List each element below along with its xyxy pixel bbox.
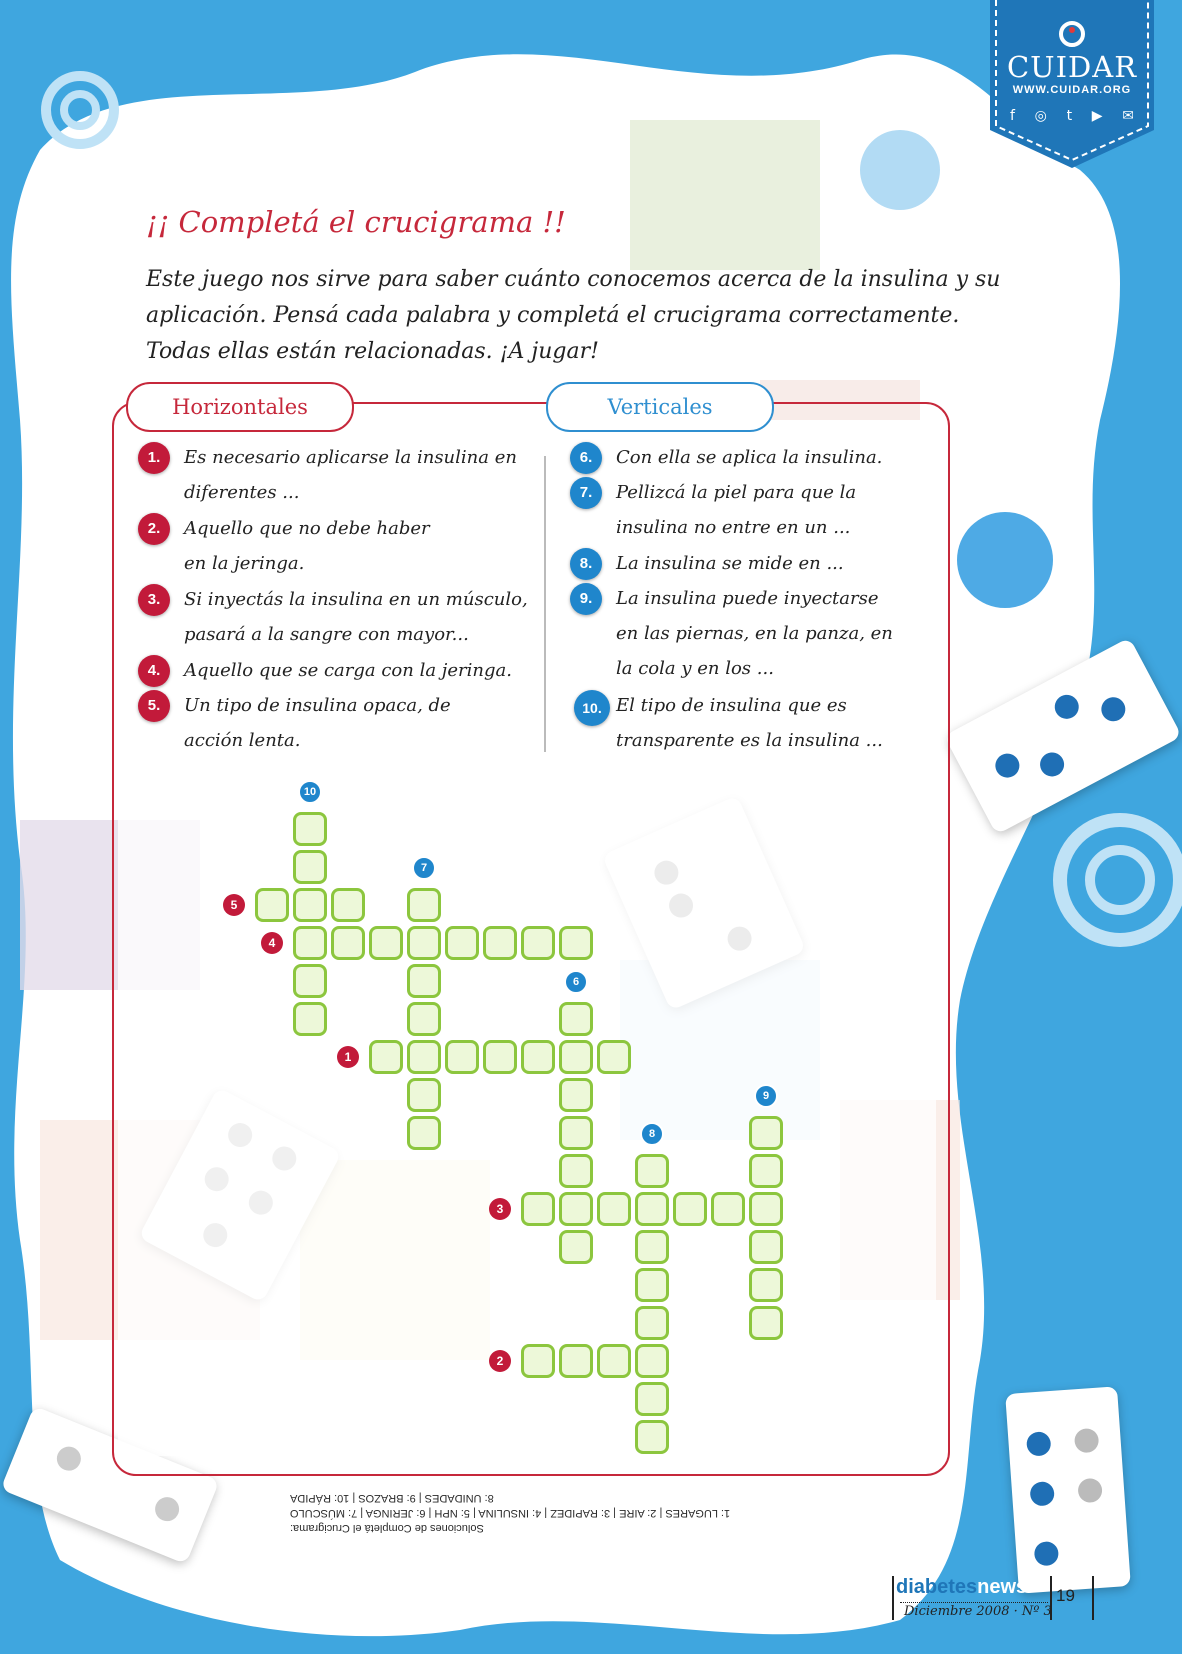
clue-number: 2. <box>138 513 170 545</box>
crossword-cell[interactable] <box>749 1116 783 1150</box>
grid-number-marker: 3 <box>489 1198 511 1220</box>
clue-number: 3. <box>138 584 170 616</box>
crossword-cell[interactable] <box>521 1192 555 1226</box>
crossword-cell[interactable] <box>255 888 289 922</box>
grid-number-marker: 1 <box>337 1046 359 1068</box>
crossword-cell[interactable] <box>521 1040 555 1074</box>
crossword-cell[interactable] <box>749 1192 783 1226</box>
footer-divider <box>1092 1576 1094 1620</box>
intro-text: Este juego nos sirve para saber cuánto conocemos acerca de la insulina y su aplicación. Pensá cada palabra y completá el crucigrama correctamente. Todas ellas están relacionadas. ¡A jugar! <box>146 267 1001 364</box>
instagram-icon[interactable]: ◎ <box>1034 108 1047 124</box>
solutions-heading: Soluciones de Completá el Crucigrama: <box>290 1522 484 1534</box>
social-icons <box>1010 108 1134 124</box>
crossword-cell[interactable] <box>407 964 441 998</box>
crossword-cell[interactable] <box>521 926 555 960</box>
crossword-cell[interactable] <box>559 1078 593 1112</box>
crossword-cell[interactable] <box>293 1002 327 1036</box>
footer-dotted-rule <box>900 1602 1048 1603</box>
crossword-cell[interactable] <box>293 964 327 998</box>
solutions-line-2: 8: UNIDADES | 9: BRAZOS | 10: RÁPIDA <box>290 1492 494 1504</box>
cuidar-url[interactable]: WWW.CUIDAR.ORG <box>1012 84 1132 96</box>
crossword-cell[interactable] <box>559 1040 593 1074</box>
crossword-cell[interactable] <box>293 812 327 846</box>
clue-h4: Aquello que se carga con la jeringa. <box>184 660 512 681</box>
crossword-cell[interactable] <box>559 926 593 960</box>
crossword-cell[interactable] <box>559 1230 593 1264</box>
upside-down-solutions <box>290 1490 930 1535</box>
magazine-brand <box>896 1576 1027 1599</box>
crossword-cell[interactable] <box>407 888 441 922</box>
clue-v10: El tipo de insulina que es transparente es la insulina ... <box>616 695 883 751</box>
crossword-cell[interactable] <box>559 1192 593 1226</box>
solutions-line-1: 1: LUGARES | 2: AIRE | 3: RAPIDEZ | 4: INSULINA | 5: NPH | 6: JERINGA | 7: MÚSCULO <box>290 1507 731 1519</box>
facebook-icon[interactable]: f <box>1010 108 1015 124</box>
crossword-cell[interactable] <box>331 926 365 960</box>
crossword-cell[interactable] <box>445 926 479 960</box>
crossword-cell[interactable] <box>597 1040 631 1074</box>
crossword-cell[interactable] <box>407 1040 441 1074</box>
cuidar-badge[interactable] <box>990 0 1154 168</box>
crossword-cell[interactable] <box>559 1344 593 1378</box>
clues-divider <box>544 456 546 752</box>
crossword-cell[interactable] <box>293 926 327 960</box>
clue-v9: La insulina puede inyectarse en las piernas, en la panza, en la cola y en los ... <box>616 588 893 679</box>
crossword-cell[interactable] <box>711 1192 745 1226</box>
clue-h3: Si inyectás la insulina en un músculo, pasará a la sangre con mayor... <box>184 589 528 645</box>
footer-divider <box>892 1576 894 1620</box>
clue-number: 5. <box>138 690 170 722</box>
crossword-cell[interactable] <box>483 926 517 960</box>
crossword-cell[interactable] <box>369 926 403 960</box>
crossword-cell[interactable] <box>559 1154 593 1188</box>
crossword-cell[interactable] <box>635 1230 669 1264</box>
crossword-cell[interactable] <box>635 1382 669 1416</box>
grid-number-marker: 6 <box>564 970 588 994</box>
crossword-cell[interactable] <box>483 1040 517 1074</box>
twitter-icon[interactable]: t <box>1066 108 1073 124</box>
crossword-cell[interactable] <box>445 1040 479 1074</box>
youtube-icon[interactable]: ▶ <box>1091 108 1103 124</box>
crossword-cell[interactable] <box>559 1116 593 1150</box>
crossword-cell[interactable] <box>749 1306 783 1340</box>
clue-v8: La insulina se mide en ... <box>616 553 844 574</box>
crossword-cell[interactable] <box>635 1154 669 1188</box>
grid-number-marker: 10 <box>298 780 322 804</box>
crossword-cell[interactable] <box>635 1268 669 1302</box>
crossword-cell[interactable] <box>369 1040 403 1074</box>
crossword-cell[interactable] <box>749 1154 783 1188</box>
clue-number: 1. <box>138 442 170 474</box>
crossword-cell[interactable] <box>521 1344 555 1378</box>
clue-v6: Con ella se aplica la insulina. <box>616 447 883 468</box>
crossword-cell[interactable] <box>749 1230 783 1264</box>
grid-number-marker: 9 <box>754 1084 778 1108</box>
clue-h2: Aquello que no debe haber en la jeringa. <box>184 518 430 574</box>
grid-number-marker: 5 <box>223 894 245 916</box>
crossword-cell[interactable] <box>407 1078 441 1112</box>
clue-number: 10. <box>574 690 610 726</box>
clue-v7: Pellizcá la piel para que la insulina no entre en un ... <box>616 482 857 538</box>
crossword-cell[interactable] <box>749 1268 783 1302</box>
tab-horizontales: Horizontales <box>126 382 354 432</box>
crossword-cell[interactable] <box>597 1344 631 1378</box>
clue-number: 8. <box>570 548 602 580</box>
tab-verticales: Verticales <box>546 382 774 432</box>
grid-number-marker: 4 <box>261 932 283 954</box>
crossword-cell[interactable] <box>293 850 327 884</box>
brand-diabetes: diabetes <box>896 1576 978 1598</box>
crossword-cell[interactable] <box>331 888 365 922</box>
crossword-cell[interactable] <box>635 1344 669 1378</box>
crossword-cell[interactable] <box>559 1002 593 1036</box>
clue-number: 7. <box>570 477 602 509</box>
crossword-cell[interactable] <box>293 888 327 922</box>
brand-news: news <box>977 1576 1028 1598</box>
clue-h5: Un tipo de insulina opaca, de acción lenta. <box>184 695 451 751</box>
clue-h1: Es necesario aplicarse la insulina en diferentes ... <box>184 447 517 503</box>
grid-number-marker: 2 <box>489 1350 511 1372</box>
clue-number: 9. <box>570 583 602 615</box>
domino-decoration <box>1005 1386 1131 1593</box>
clue-number: 6. <box>570 442 602 474</box>
crossword-cell[interactable] <box>597 1192 631 1226</box>
crossword-cell[interactable] <box>635 1306 669 1340</box>
crossword-cell[interactable] <box>407 1002 441 1036</box>
page-number: 19 <box>1056 1586 1075 1605</box>
crossword-cell[interactable] <box>673 1192 707 1226</box>
grid-number-marker: 7 <box>412 856 436 880</box>
clue-number: 4. <box>138 655 170 687</box>
crossword-cell[interactable] <box>407 926 441 960</box>
crossword-cell[interactable] <box>635 1192 669 1226</box>
page-title: ¡¡ Completá el crucigrama !! <box>146 205 566 239</box>
issue-date: Diciembre 2008 · Nº 3 <box>904 1604 1052 1619</box>
crossword-cell[interactable] <box>635 1420 669 1454</box>
cuidar-logo: CUIDAR <box>1006 50 1138 84</box>
crossword-cell[interactable] <box>407 1116 441 1150</box>
grid-number-marker: 8 <box>640 1122 664 1146</box>
mail-icon[interactable]: ✉ <box>1122 108 1134 124</box>
